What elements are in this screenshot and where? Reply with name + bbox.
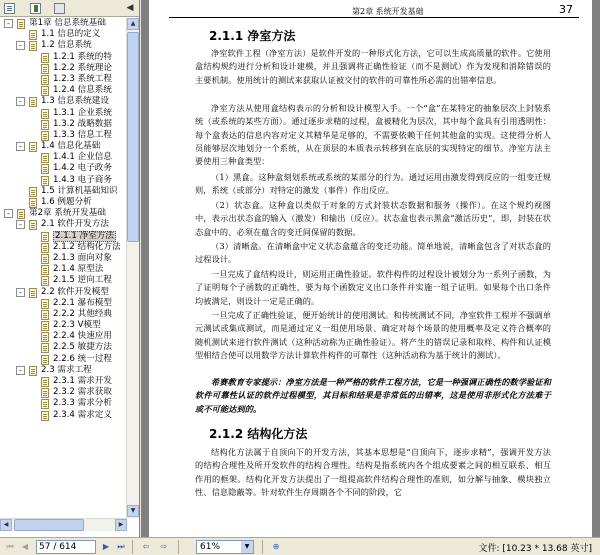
bookmark-label[interactable]: 2.2.3 V模型: [53, 320, 101, 331]
paragraph: （3）清晰盒。在清晰盒中定义状态盒蕴含的变迁功能。简单地说，清晰盒包含了对状态盒的过程设计。: [195, 241, 551, 265]
bookmark-item[interactable]: [0, 52, 127, 63]
bookmark-item[interactable]: [0, 130, 127, 141]
bookmark-label[interactable]: 1.1 信息的定义: [41, 29, 101, 40]
bookmark-label[interactable]: 1.6 例题分析: [41, 197, 92, 207]
bookmark-label[interactable]: 第2章 系统开发基础: [29, 208, 106, 219]
document-icon: [41, 164, 49, 174]
bookmark-item[interactable]: [0, 387, 127, 398]
bookmark-item[interactable]: [0, 208, 127, 219]
bookmark-label[interactable]: 1.3.2 战略数据: [53, 118, 112, 129]
bookmark-item[interactable]: [0, 186, 127, 197]
section-title: 2.1.1 净室方法: [209, 29, 296, 43]
toolbar-divider: [262, 540, 263, 554]
bookmark-item[interactable]: [0, 108, 127, 119]
document-icon: [41, 276, 49, 286]
bookmarks-vertical-scrollbar[interactable]: [126, 18, 139, 518]
tree-expander-icon[interactable]: -: [16, 142, 25, 151]
page-size-readout: 文件: [10.23 * 13.68 英寸]: [478, 544, 592, 554]
bookmark-item[interactable]: [0, 376, 127, 387]
document-icon: [17, 19, 25, 29]
document-icon: [41, 332, 49, 342]
bookmark-item[interactable]: [0, 63, 127, 74]
header-page-number: 37: [559, 3, 573, 16]
bookmark-item[interactable]: [0, 253, 127, 264]
document-icon: [41, 343, 49, 353]
scroll-up-icon[interactable]: ▲: [127, 18, 139, 30]
document-icon: [41, 109, 49, 119]
bookmark-label[interactable]: 1.2.2 系统理论: [53, 62, 112, 73]
bookmark-add-icon[interactable]: [30, 3, 41, 14]
bookmark-options-icon[interactable]: [54, 3, 65, 14]
document-icon: [41, 53, 49, 63]
previous-page-icon[interactable]: ◀: [21, 542, 29, 551]
bookmark-label[interactable]: 1.2.3 系统工程: [53, 73, 112, 84]
document-icon: [41, 254, 49, 264]
bookmark-item[interactable]: [0, 309, 127, 320]
bookmark-label[interactable]: 2.3.2 需求获取: [53, 387, 112, 398]
bookmark-item[interactable]: [0, 141, 127, 152]
bookmark-label[interactable]: 2.3 需求工程: [41, 364, 92, 375]
bookmark-item[interactable]: [0, 152, 127, 163]
bookmark-label[interactable]: 2.2.5 敏捷方法: [53, 342, 112, 353]
bookmark-label[interactable]: 1.4.3 电子商务: [53, 174, 112, 185]
bookmark-item[interactable]: [0, 175, 127, 186]
bookmark-item[interactable]: [0, 85, 127, 96]
bookmark-label[interactable]: 2.1.1 净室方法: [55, 230, 114, 241]
document-icon: [41, 377, 49, 387]
bookmark-item[interactable]: [0, 74, 127, 85]
bookmark-label[interactable]: 2.1.3 面向对象: [53, 252, 112, 263]
document-icon: [29, 198, 37, 208]
page-header: [169, 4, 579, 18]
chevron-down-icon[interactable]: ▼: [241, 541, 253, 553]
bookmarks-panel: [0, 0, 140, 537]
document-icon: [29, 30, 37, 40]
document-icon: [29, 366, 37, 376]
bookmarks-horizontal-scrollbar[interactable]: [0, 518, 127, 531]
bookmark-label[interactable]: 2.2 软件开发模型: [41, 286, 109, 297]
bookmark-label[interactable]: 2.2.1 瀑布模型: [53, 297, 112, 308]
bookmark-label[interactable]: 1.2.4 信息系统: [53, 85, 112, 96]
paragraph: 一旦完成了正确性验证，便开始统计的使用测试。和传统测试不同，净室软件工程并不强调单元测试或集成测试，而是通过定义一组使用场景、确定对每个场景的使用概率及定义符合概率的随机测试来进行软件测试（这种活动称为正确性验证）。将产生的错误记录和取样、构件和认证模型相结合使可以用数学方法计算软件构件的可靠性（这种活动称为基于统计的测试）。: [195, 310, 551, 360]
document-icon: [41, 176, 49, 186]
document-icon: [41, 310, 49, 320]
document-icon: [29, 97, 37, 107]
document-icon: [29, 187, 37, 197]
bookmark-item[interactable]: [0, 410, 127, 421]
document-page: [149, 0, 592, 537]
bookmark-label[interactable]: 2.3.3 需求分析: [53, 398, 112, 409]
document-icon: [41, 243, 49, 253]
bookmark-item[interactable]: [0, 40, 127, 51]
bookmark-label[interactable]: 1.3.3 信息工程: [53, 129, 112, 140]
bookmark-tree: [0, 18, 127, 518]
tree-expander-icon[interactable]: -: [16, 41, 25, 50]
paragraph: （2）状态盒。这种盒以类似于对象的方式封装状态数据和服务（操作）。在这个规约视图中，表示出状态盒的输入（激发）和输出（反应）。状态盒也表示黑盒“激活历史”，即，封装在状态盒中的、必须在蕴含的变迁间保留的数据。: [195, 200, 551, 237]
bookmark-item[interactable]: [0, 365, 127, 376]
bookmark-item[interactable]: [0, 342, 127, 353]
bookmark-label[interactable]: 1.3.1 企业系统: [53, 107, 112, 118]
tree-expander-icon[interactable]: -: [16, 97, 25, 106]
bookmark-item[interactable]: [0, 29, 127, 40]
document-icon: [41, 64, 49, 74]
zoom-in-icon[interactable]: ⊕: [272, 542, 280, 551]
document-icon: [41, 232, 49, 242]
bookmark-label[interactable]: 2.3.1 需求开发: [53, 376, 112, 386]
tree-expander-icon[interactable]: -: [16, 366, 25, 375]
header-chapter-title: 第2章 系统开发基础: [352, 7, 424, 16]
paragraph: 一旦完成了盒结构设计，则运用正确性验证。软件构件的过程设计被划分为一系列子函数，为了证明每个子函数的正确性，要为每个函数定义出口条件并实施一组子证明。如果每个出口条件均被满足，则设计一定是正确的。: [195, 269, 551, 306]
document-viewport[interactable]: [141, 0, 600, 537]
bookmark-item[interactable]: [0, 242, 127, 253]
last-page-icon[interactable]: ⏭: [117, 542, 125, 551]
bookmark-label[interactable]: 1.4.2 电子政务: [53, 163, 112, 174]
page-number-field[interactable]: 57 / 614: [36, 540, 96, 554]
document-icon: [41, 75, 49, 85]
document-icon: [17, 209, 25, 219]
bookmark-label[interactable]: 1.5 计算机基础知识: [41, 185, 118, 196]
paragraph: 净室方法从使用盒结构表示的分析和设计模型入手。一个“盒”在某特定的抽象层次上封装系统（或系统的某些方面）。通过逐步求精的过程，盒被精化为层次，其中每个盒具有引用透明性：每个盒表达的信息内容对定义其精华是足够的，不需要依赖于任何其他盒的实现。这使得分析人员能够层次地划分一个系统，从在顶层的本质表示转移到在底层的实现特定的细节。净室方法主要使用三种盒类型：: [195, 103, 551, 167]
document-icon: [41, 265, 49, 275]
bookmark-label[interactable]: 2.2.4 快速应用: [53, 331, 112, 342]
bookmark-item[interactable]: [0, 163, 127, 174]
document-icon: [29, 142, 37, 152]
panel-collapse-icon[interactable]: ◀: [126, 3, 134, 13]
toolbar-divider: [178, 540, 179, 554]
tree-expander-icon[interactable]: -: [16, 220, 25, 229]
scroll-right-icon[interactable]: ▶: [115, 519, 127, 531]
toolbar-divider: [132, 540, 133, 554]
document-icon: [41, 321, 49, 331]
bookmark-label[interactable]: 2.1.2 结构化方法: [53, 241, 121, 252]
bookmark-item[interactable]: [0, 18, 127, 29]
bookmark-label[interactable]: 1.3 信息系统建设: [41, 96, 109, 107]
bookmark-label[interactable]: 2.3.4 需求定义: [53, 409, 112, 420]
section-title: 2.1.2 结构化方法: [209, 427, 308, 441]
document-icon: [41, 388, 49, 398]
document-icon: [41, 299, 49, 309]
bookmark-item[interactable]: [0, 197, 127, 208]
document-icon: [29, 41, 37, 51]
bookmark-item[interactable]: [0, 96, 127, 107]
bookmark-item[interactable]: [0, 275, 127, 286]
document-icon: [29, 288, 37, 298]
paragraph: 结构化方法属于自顶向下的开发方法，其基本思想是“自顶向下，逐步求精”，强调开发方法的结构合理性及所开发软件的结构合理性。结构是指系统内各个组成要素之间的相互联系、相互作用的框架。结构化开发方法提出了一组提高软件结构合理性的准则，如分解与抽象、模块独立性、信息隐蔽等。针对软件生存周期各个不同的阶段，它: [195, 447, 551, 497]
bookmark-item[interactable]: [0, 354, 127, 365]
zoom-value: 61%: [200, 542, 221, 552]
document-icon: [29, 220, 37, 230]
bookmark-label[interactable]: 1.2.1 系统的特: [53, 51, 112, 62]
status-bar: [0, 537, 600, 555]
bookmark-label[interactable]: 2.1.4 原型法: [53, 264, 104, 275]
bookmark-label[interactable]: 2.2.6 统一过程: [53, 353, 112, 364]
scroll-thumb[interactable]: [14, 519, 84, 531]
bookmark-item[interactable]: [0, 320, 127, 331]
document-icon: [41, 120, 49, 130]
bookmark-label[interactable]: 2.1.5 逆向工程: [53, 275, 112, 286]
bookmark-item[interactable]: [0, 398, 127, 409]
document-icon: [41, 131, 49, 141]
document-icon: [41, 355, 49, 365]
bookmark-label[interactable]: 1.2 信息系统: [41, 40, 92, 51]
scroll-down-icon[interactable]: ▼: [127, 505, 139, 517]
bookmark-item[interactable]: [0, 231, 127, 242]
first-page-icon[interactable]: ⏮: [6, 542, 14, 551]
bookmark-list-icon[interactable]: [4, 3, 15, 14]
tree-expander-icon[interactable]: -: [4, 209, 13, 218]
expert-tip-paragraph: 希赛教育专家提示：净室方法是一种严格的软件工程方法，它是一种强调正确性的数学验证和软件可靠性认证的软件过程模型，其目标和结果是非常低的出错率，这是使用非形式化方法难于或不可能达到的。: [195, 377, 551, 414]
tree-expander-icon[interactable]: -: [16, 288, 25, 297]
bookmark-label[interactable]: 2.1 软件开发方法: [41, 219, 109, 230]
bookmark-label[interactable]: 1.4.1 企业信息: [53, 152, 112, 163]
document-icon: [41, 399, 49, 409]
bookmarks-toolbar: [0, 0, 139, 17]
bookmark-item[interactable]: [0, 219, 127, 230]
tree-expander-icon[interactable]: -: [4, 19, 13, 28]
bookmark-item[interactable]: [0, 287, 127, 298]
document-icon: [41, 411, 49, 421]
paragraph: 净室软件工程（净室方法）是软件开发的一种形式化方法，它可以生成高质量的软件。它使用盒结构规约进行分析和设计建模，并且强调将正确性验证（而不是测试）作为发现和消除错误的主要机制。使用统计的测试来获取认证被交付的软件的可靠性所必需的出错率信息。: [195, 48, 551, 85]
bookmark-label[interactable]: 2.2.2 其他经典: [53, 308, 112, 319]
scroll-thumb[interactable]: [127, 32, 139, 242]
bookmark-item[interactable]: [0, 298, 127, 309]
bookmark-item[interactable]: [0, 331, 127, 342]
forward-icon[interactable]: ⇨: [160, 542, 168, 551]
zoom-select[interactable]: [196, 540, 254, 554]
back-icon[interactable]: ⇦: [142, 542, 150, 551]
next-page-icon[interactable]: ▶: [102, 542, 110, 551]
document-icon: [41, 153, 49, 163]
bookmark-item[interactable]: [0, 119, 127, 130]
scroll-left-icon[interactable]: ◀: [0, 519, 12, 531]
paragraph: （1）黑盒。这种盒刻划系统或系统的某部分的行为。通过运用由激发得到反应的一组变迁规则，系统（或部分）对特定的激发（事件）作出反应。: [195, 172, 551, 196]
bookmark-label[interactable]: 第1章 信息系统基础: [29, 18, 106, 28]
bookmark-item[interactable]: [0, 264, 127, 275]
bookmark-label[interactable]: 1.4 信息化基础: [41, 141, 101, 152]
document-icon: [41, 86, 49, 96]
